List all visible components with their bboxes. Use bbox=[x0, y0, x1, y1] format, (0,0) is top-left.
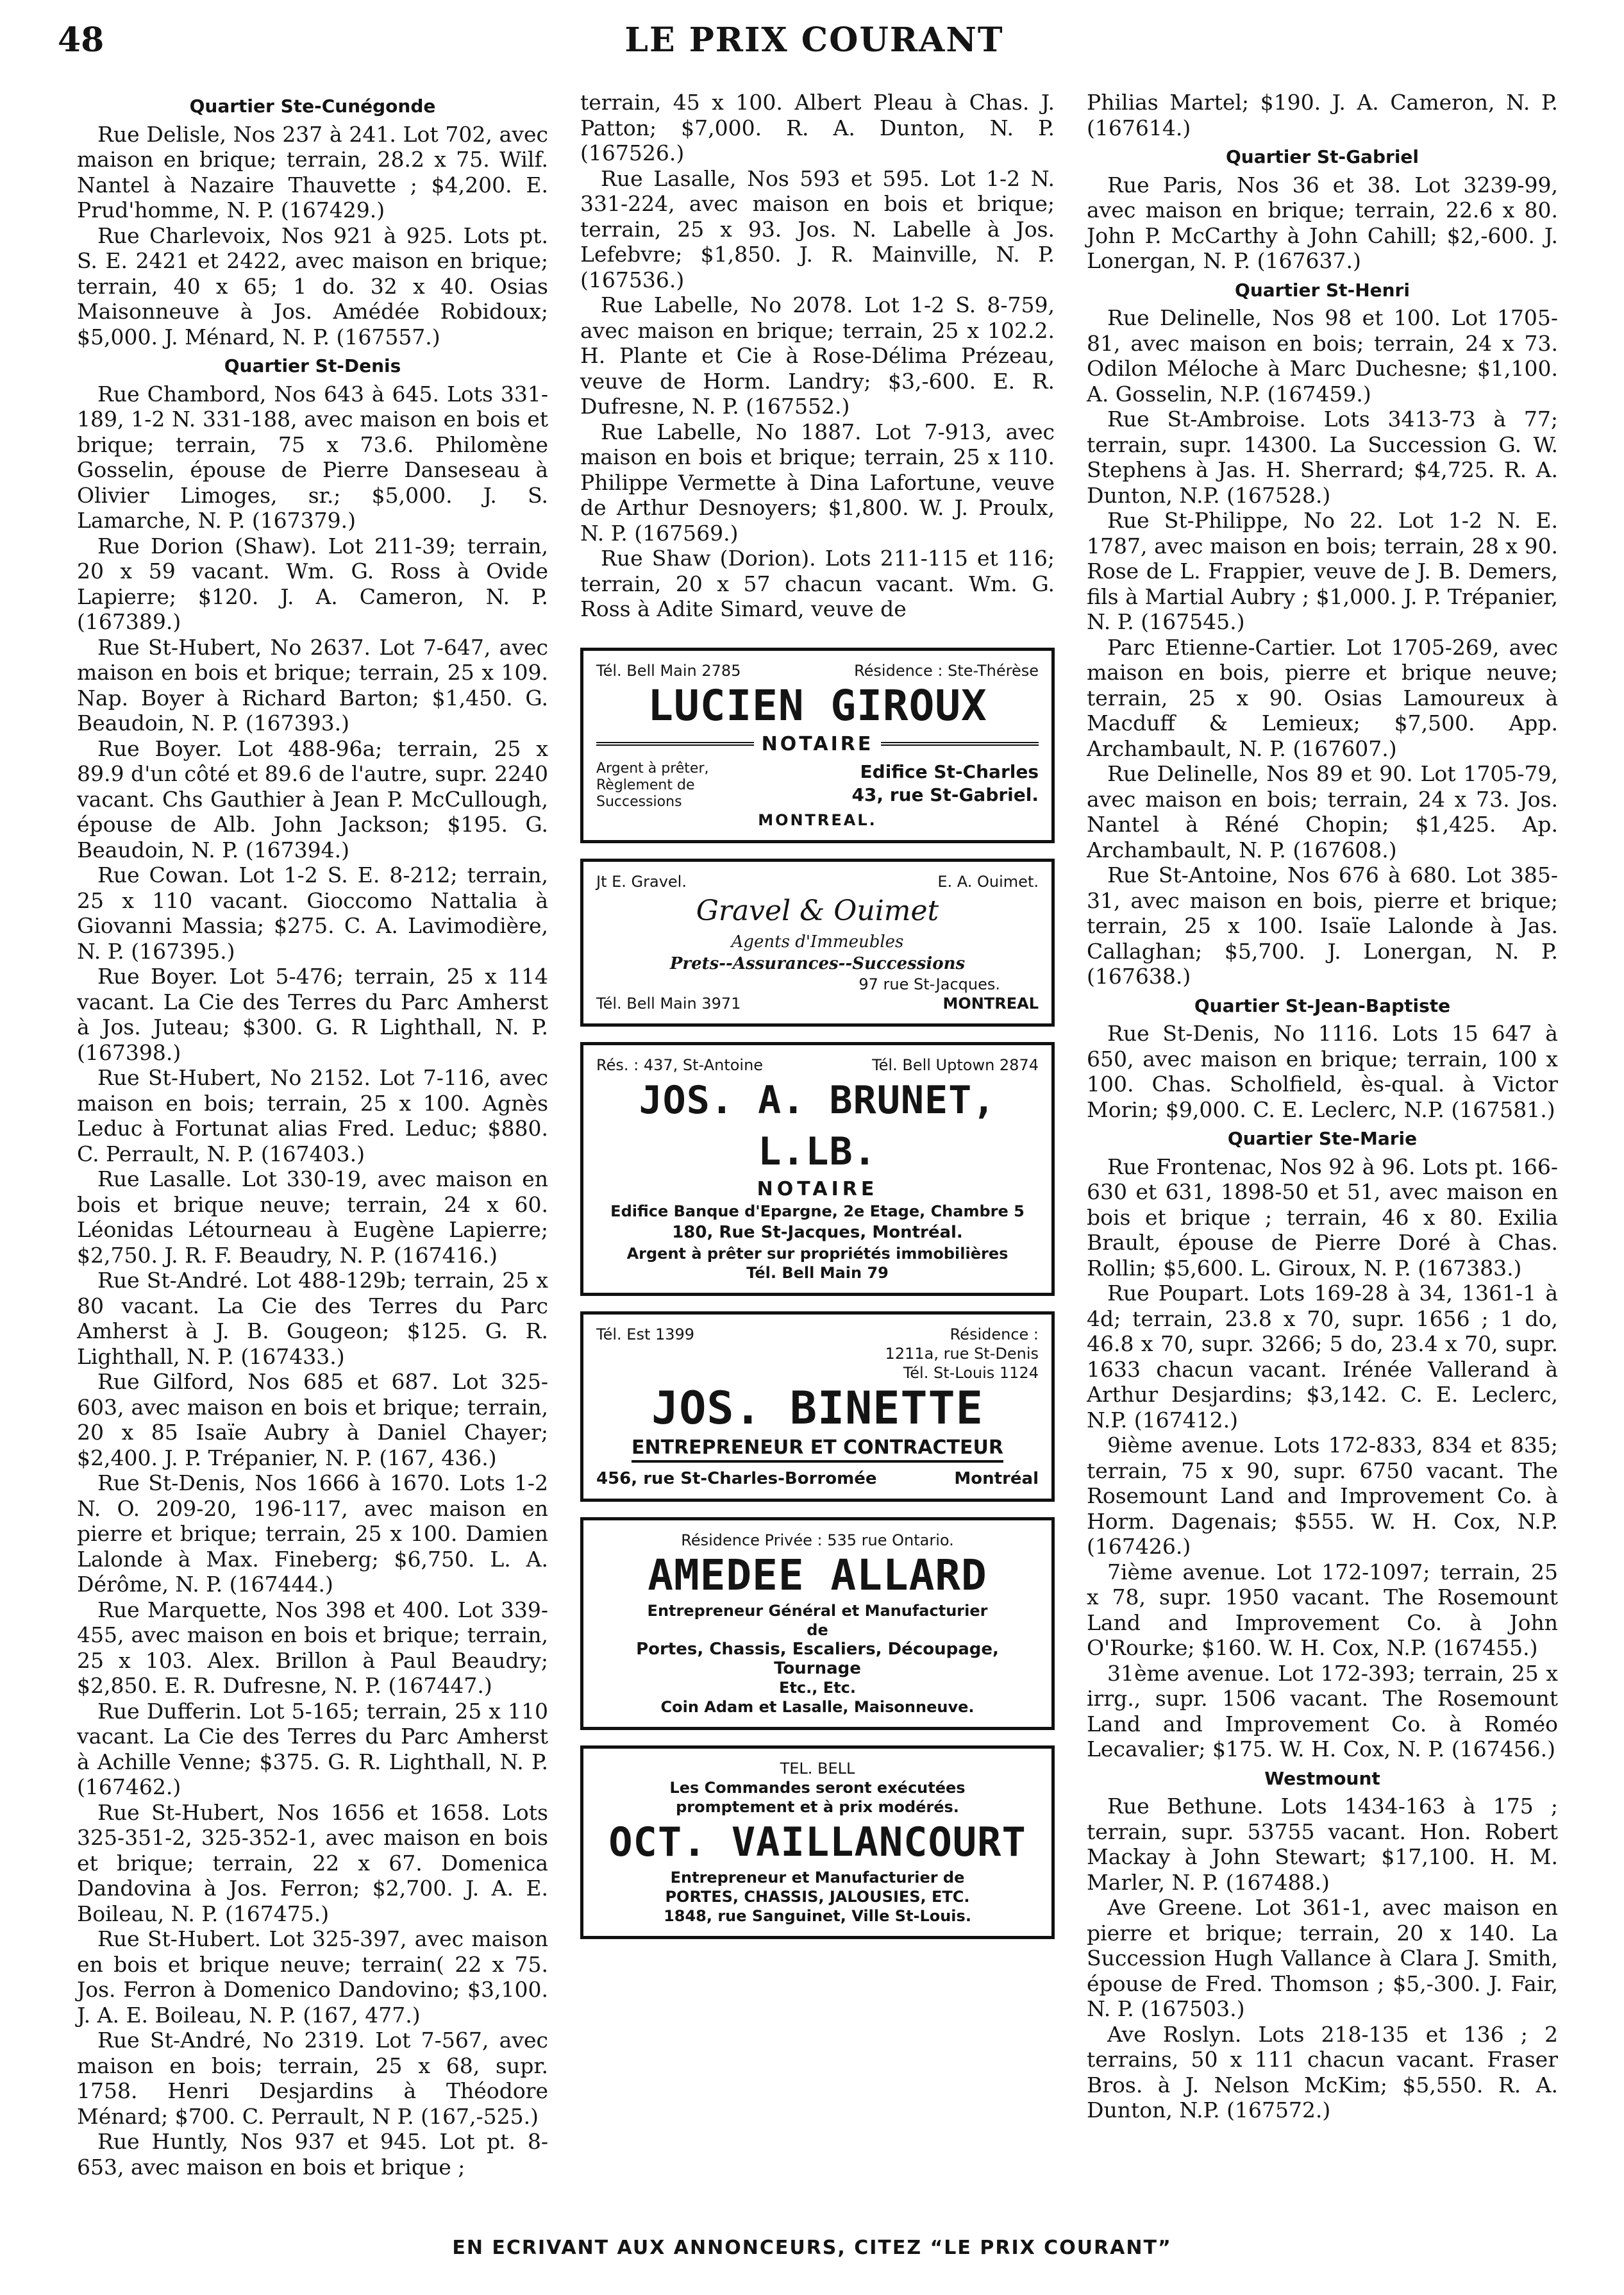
transaction-entry: Philias Martel; $190. J. A. Cameron, N. P. (167614.) bbox=[1087, 90, 1558, 140]
transaction-entry: Rue Cowan. Lot 1-2 S. E. 8-212; terrain, 25 x 110 vacant. Gioccomo Nattalia à Giovanni Massia; $275. C. A. Lavimodière, N. P. (167395.) bbox=[77, 862, 548, 964]
transaction-entry: Rue St-Denis, Nos 1666 à 1670. Lots 1-2 N. O. 209-20, 196-117, avec maison en pierre et brique; terrain, 25 x 100. Damien Lalonde à Max. Fineberg; $6,750. L. A. Dérôme, N. P. (167444.) bbox=[77, 1470, 548, 1597]
ad-gravel-tel: Tél. Bell Main 3971 bbox=[596, 995, 741, 1013]
column-1 bbox=[77, 90, 548, 2180]
page-header bbox=[58, 18, 1571, 69]
transaction-entry: Rue Labelle, No 2078. Lot 1-2 S. 8-759, avec maison en brique; terrain, 25 x 102.2. H. Plante et Cie à Rose-Délima Prézeau, veuve de Horm. Landry; $3,-600. E. R. Dufresne, N. P. (167552.) bbox=[580, 292, 1055, 419]
running-title: LE PRIX COURANT bbox=[624, 21, 1004, 60]
column-2 bbox=[580, 90, 1055, 1939]
ad-allard-line4: Etc., Etc. bbox=[779, 1679, 856, 1697]
transaction-entry: Rue Charlevoix, Nos 921 à 925. Lots pt. S. E. 2421 et 2422, avec maison en brique; terrain, 40 x 65; 1 do. 32 x 40. Osias Maisonneuve à Jos. Amédée Robidoux; $5,000. J. Ménard, N. P. (167557.) bbox=[77, 223, 548, 349]
transaction-entry: Rue St-Hubert. Lot 325-397, avec maison en bois et brique neuve; terrain( 22 x 75. Jos. Ferron à Domenico Dandovino; $3,100. J. A. E. Boileau, N. P. (167, 477.) bbox=[77, 1926, 548, 2028]
ad-amedee-allard bbox=[580, 1517, 1055, 1730]
ad-gravel-left: Jt E. Gravel. bbox=[596, 873, 687, 891]
ad-vaillancourt-name: OCT. VAILLANCOURT bbox=[608, 1819, 1026, 1865]
ad-giroux-tel: Tél. Bell Main 2785 bbox=[596, 661, 741, 680]
transaction-entry: Rue Frontenac, Nos 92 à 96. Lots pt. 166-630 et 631, 1898-50 et 51, avec maison en bois et brique ; terrain, 46 x 80. Exilia Brault, épouse de Pierre Doré à Chas. Rollin; $5,600. L. Giroux, N. P. (167383.) bbox=[1087, 1154, 1558, 1281]
transaction-entry: Rue St-Philippe, No 22. Lot 1-2 N. E. 1787, avec maison en bois; terrain, 28 x 90. Rose de L. Frappier, veuve de J. B. Demers, fils à Martial Aubry ; $1,000. J. P. Trépanier, N. P. (167545.) bbox=[1087, 508, 1558, 634]
section-heading: Quartier St-Gabriel bbox=[1225, 146, 1419, 167]
ad-giroux-building: Edifice St-Charles bbox=[860, 761, 1039, 782]
ad-giroux-line2: Règlement de bbox=[596, 777, 695, 793]
ad-jos-binette bbox=[580, 1311, 1055, 1502]
column-3 bbox=[1087, 90, 1558, 2123]
section-heading: Quartier St-Jean-Baptiste bbox=[1194, 995, 1451, 1016]
section-heading: Westmount bbox=[1264, 1767, 1380, 1789]
ad-oct-vaillancourt bbox=[580, 1745, 1055, 1939]
ad-jos-brunet bbox=[580, 1042, 1055, 1296]
ad-binette-profession: ENTREPRENEUR ET CONTRACTEUR bbox=[632, 1436, 1003, 1463]
ad-brunet-profession: NOTAIRE bbox=[757, 1178, 878, 1200]
ad-binette-res3: Tél. St-Louis 1124 bbox=[903, 1364, 1039, 1382]
transaction-entry: Rue St-Hubert, No 2637. Lot 7-647, avec maison en bois et brique; terrain, 25 x 109. Nap. Boyer à Richard Barton; $1,450. G. Beaudoin, N. P. (167393.) bbox=[77, 634, 548, 736]
page-footer: EN ECRIVANT AUX ANNONCEURS, CITEZ “LE PRIX COURANT” bbox=[452, 2237, 1172, 2259]
transaction-entry: Rue Delisle, Nos 237 à 241. Lot 702, avec maison en brique; terrain, 28.2 x 75. Wilf. Nantel à Nazaire Thauvette ; $4,200. E. Prud'homme, N. P. (167429.) bbox=[77, 121, 548, 223]
ad-binette-name: JOS. BINETTE bbox=[651, 1382, 984, 1434]
transaction-entry: Rue St-Ambroise. Lots 3413-73 à 77; terrain, supr. 14300. La Succession G. W. Stephens à Jas. H. Sherrard; $4,725. R. A. Dunton, N.P. (167528.) bbox=[1087, 407, 1558, 508]
section-heading: Quartier Ste-Marie bbox=[1227, 1128, 1418, 1149]
ad-giroux-address: 43, rue St-Gabriel. bbox=[851, 784, 1039, 805]
transaction-entry: Rue Chambord, Nos 643 à 645. Lots 331-189, 1-2 N. 331-188, avec maison en bois et brique; terrain, 75 x 73.6. Philomène Gosselin, épouse de Pierre Danseseau à Olivier Limoges, sr.; $5,000. J. S. Lamarche, N. P. (167379.) bbox=[77, 381, 548, 533]
page-number: 48 bbox=[58, 21, 105, 60]
ad-allard-address: Coin Adam et Lasalle, Maisonneuve. bbox=[660, 1698, 975, 1716]
transaction-entry: Rue Delinelle, Nos 98 et 100. Lot 1705-81, avec maison en bois; terrain, 24 x 73. Odilon Méloche à Marc Duchesne; $1,100. A. Gosselin, N.P. (167459.) bbox=[1087, 305, 1558, 407]
ad-vaillancourt-line2: promptement et à prix modérés. bbox=[676, 1798, 959, 1816]
ad-binette-res1: Résidence : bbox=[950, 1325, 1039, 1343]
ad-gravel-address: 97 rue St-Jacques. bbox=[858, 975, 1000, 993]
transaction-entry: Rue Dorion (Shaw). Lot 211-39; terrain, 20 x 59 vacant. Wm. G. Ross à Ovide Lapierre; $120. J. A. Cameron, N. P. (167389.) bbox=[77, 533, 548, 634]
transaction-entry: Rue Lasalle. Lot 330-19, avec maison en bois et brique neuve; terrain, 24 x 60. Léonidas Létourneau à Eugène Lapierre; $2,750. J. R. F. Beaudry, N. P. (167416.) bbox=[77, 1166, 548, 1268]
section-heading: Quartier St-Henri bbox=[1235, 279, 1410, 301]
transaction-entry: Parc Etienne-Cartier. Lot 1705-269, avec maison en bois, pierre et brique neuve; terrain, 25 x 90. Osias Lamoureux à Macduff & Lemieux; $7,500. App. Archambault, N. P. (167607.) bbox=[1087, 634, 1558, 761]
transaction-entry: Rue Shaw (Dorion). Lots 211-115 et 116; terrain, 20 x 57 chacun vacant. Wm. G. Ross à Adite Simard, veuve de bbox=[580, 546, 1055, 621]
ad-binette-res2: 1211a, rue St-Denis bbox=[885, 1345, 1039, 1363]
ad-lucien-giroux bbox=[580, 648, 1055, 844]
transaction-entry: Rue St-André. Lot 488-129b; terrain, 25 x 80 vacant. La Cie des Terres du Parc Amherst à J. B. Gougeon; $125. G. R. Lighthall, N. P. (167433.) bbox=[77, 1268, 548, 1369]
column-2-text bbox=[580, 90, 1055, 622]
transaction-entry: Rue Boyer. Lot 5-476; terrain, 25 x 114 vacant. La Cie des Terres du Parc Amherst à Jos. Juteau; $300. G. R Lighthall, N. P. (167398.) bbox=[77, 964, 548, 1065]
ad-brunet-res: Rés. : 437, St-Antoine bbox=[596, 1056, 764, 1074]
transaction-entry: Rue St-Antoine, Nos 676 à 680. Lot 385-31, avec maison en bois, pierre et brique; terrain, 25 x 100. Isaïe Lalonde à Jas. Callaghan; $5,700. J. Lonergan, N. P. (167638.) bbox=[1087, 862, 1558, 989]
transaction-entry: terrain, 45 x 100. Albert Pleau à Chas. J. Patton; $7,000. R. A. Dunton, N. P. (167526.) bbox=[580, 90, 1055, 165]
ad-giroux-residence: Résidence : Ste-Thérèse bbox=[854, 661, 1039, 680]
ad-brunet-name: JOS. A. BRUNET, L.LB. bbox=[639, 1078, 996, 1174]
transaction-entry: Rue Gilford, Nos 685 et 687. Lot 325-603, avec maison en bois et brique; terrain, 20 x 85 Isaïe Aubry à Daniel Chayer; $2,400. J. P. Trépanier, N. P. (167, 436.) bbox=[77, 1369, 548, 1470]
transaction-entry: 7ième avenue. Lot 172-1097; terrain, 25 x 78, supr. 1950 vacant. The Rosemount Land and Improvement Co. à John O'Rourke; $160. W. H. Cox, N.P. (167455.) bbox=[1087, 1559, 1558, 1660]
transaction-entry: Rue Lasalle, Nos 593 et 595. Lot 1-2 N. 331-224, avec maison en bois et brique; terrain, 25 x 93. Jos. N. Labelle à Jos. Lefebvre; $1,850. J. R. Mainville, N. P. (167536.) bbox=[580, 165, 1055, 292]
transaction-entry: Rue Bethune. Lots 1434-163 à 175 ; terrain, supr. 53755 vacant. Hon. Robert Mackay à John Stewart; $17,100. H. M. Marler, N. P. (167488.) bbox=[1087, 1794, 1558, 1895]
ad-binette-address: 456, rue St-Charles-Borromée bbox=[596, 1469, 877, 1488]
transaction-entry: Rue Labelle, No 1887. Lot 7-913, avec maison en bois et brique; terrain, 25 x 110. Philippe Vermette à Dina Lafortune, veuve de Arthur Desnoyers; $1,800. W. J. Proulx, N. P. (167569.) bbox=[580, 419, 1055, 546]
transaction-entry: Rue St-Hubert, Nos 1656 et 1658. Lots 325-351-2, 325-352-1, avec maison en bois et brique; terrain, 22 x 67. Domenica Dandovina à Jos. Ferron; $2,700. J. A. E. Boileau, N. P. (167475.) bbox=[77, 1799, 548, 1926]
ad-vaillancourt-line4: PORTES, CHASSIS, JALOUSIES, ETC. bbox=[665, 1888, 970, 1906]
ad-brunet-tel: Tél. Bell Uptown 2874 bbox=[872, 1056, 1039, 1074]
ad-giroux-name: LUCIEN GIROUX bbox=[648, 680, 987, 730]
section-heading: Quartier Ste-Cunégonde bbox=[189, 96, 436, 117]
transaction-entry: Rue Marquette, Nos 398 et 400. Lot 339-455, avec maison en bois et brique; terrain, 25 x 103. Alex. Brillon à Paul Beaudry; $2,850. E. R. Dufresne, N. P. (167447.) bbox=[77, 1597, 548, 1698]
ad-allard-line1: Entrepreneur Général et Manufacturier bbox=[647, 1602, 988, 1620]
ad-giroux-line1: Argent à prêter, bbox=[596, 761, 709, 777]
transaction-entry: Rue St-Hubert, No 2152. Lot 7-116, avec maison en bois; terrain, 25 x 100. Agnès Leduc à Fortunat alias Fred. Leduc; $880. C. Perrault, N. P. (167403.) bbox=[77, 1065, 548, 1166]
ad-gravel-ouimet bbox=[580, 859, 1055, 1027]
transaction-entry: Rue Boyer. Lot 488-96a; terrain, 25 x 89.9 d'un côté et 89.6 de l'autre, supr. 2240 vacant. Chs Gauthier à Jean P. McCullough, épouse de Alb. John Jackson; $195. G. Beaudoin, N. P. (167394.) bbox=[77, 736, 548, 862]
ad-gravel-line2: Prets--Assurances--Successions bbox=[669, 954, 966, 973]
transaction-entry: 31ème avenue. Lot 172-393; terrain, 25 x irrg., supr. 1506 vacant. The Rosemount Land and Improvement Co. à Roméo Lecavalier; $175. W. H. Cox, N. P. (167456.) bbox=[1087, 1660, 1558, 1761]
ad-allard-line2: de bbox=[807, 1621, 828, 1639]
ad-giroux-line3: Successions bbox=[596, 794, 682, 810]
transaction-entry: Rue St-Denis, No 1116. Lots 15 647 à 650, avec maison en brique; terrain, 100 x 100. Chas. Scholfield, ès-qual. à Victor Morin; $9,000. C. E. Leclerc, N.P. (167581.) bbox=[1087, 1021, 1558, 1122]
transaction-entry: Ave Roslyn. Lots 218-135 et 136 ; 2 terrains, 50 x 111 chacun vacant. Fraser Bros. à J. Nelson McKim; $5,550. R. A. Dunton, N.P. (167572.) bbox=[1087, 2021, 1558, 2123]
section-heading: Quartier St-Denis bbox=[224, 355, 401, 376]
ad-gravel-right: E. A. Ouimet. bbox=[937, 873, 1039, 891]
ad-gravel-city: MONTREAL bbox=[942, 995, 1039, 1013]
transaction-entry: Rue Paris, Nos 36 et 38. Lot 3239-99, avec maison en brique; terrain, 22.6 x 80. John P. McCarthy à John Cahill; $2,-600. J. Lonergan, N. P. (167637.) bbox=[1087, 172, 1558, 273]
ad-brunet-line2: 180, Rue St-Jacques, Montréal. bbox=[672, 1223, 963, 1242]
transaction-entry: Rue Huntly, Nos 937 et 945. Lot pt. 8-653, avec maison en bois et brique ; bbox=[77, 2129, 548, 2180]
ad-brunet-line3: Argent à prêter sur propriétés immobilières bbox=[626, 1245, 1009, 1263]
ad-giroux-city: MONTREAL. bbox=[758, 811, 877, 829]
ad-binette-city: Montréal bbox=[954, 1469, 1039, 1488]
ad-vaillancourt-line3: Entrepreneur et Manufacturier de bbox=[670, 1869, 965, 1887]
ad-allard-name: AMEDEE ALLARD bbox=[648, 1551, 987, 1600]
ad-allard-residence: Résidence Privée : 535 rue Ontario. bbox=[681, 1531, 954, 1549]
transaction-entry: Rue Dufferin. Lot 5-165; terrain, 25 x 110 vacant. La Cie des Terres du Parc Amherst à Achille Venne; $375. G. R. Lighthall, N. P. (167462.) bbox=[77, 1698, 548, 1799]
transaction-entry: Rue Poupart. Lots 169-28 à 34, 1361-1 à 4d; terrain, 23.8 x 70, supr. 1656 ; 1 do, 46.8 x 70, supr. 3266; 5 do, 23.4 x 70, supr. 1633 chacun vacant. Irénée Vallerand à Arthur Desjardins; $3,142. C. E. Leclerc, N.P. (167412.) bbox=[1087, 1281, 1558, 1433]
ad-vaillancourt-tel: TEL. BELL bbox=[780, 1760, 855, 1778]
ad-gravel-line1: Agents d'Immeubles bbox=[731, 932, 904, 952]
ad-vaillancourt-address: 1848, rue Sanguinet, Ville St-Louis. bbox=[664, 1907, 971, 1925]
transaction-entry: 9ième avenue. Lots 172-833, 834 et 835; terrain, 75 x 90, supr. 6750 vacant. The Rosemount Land and Improvement Co. à Horm. Dagenais; $555. W. H. Cox, N.P. (167426.) bbox=[1087, 1433, 1558, 1559]
ad-gravel-name: Gravel & Ouimet bbox=[696, 895, 939, 927]
transaction-entry: Ave Greene. Lot 361-1, avec maison en pierre et brique; terrain, 20 x 140. La Succession Hugh Vallance à Clara J. Smith, épouse de Fred. Thomson ; $5,-300. J. Fair, N. P. (167503.) bbox=[1087, 1895, 1558, 2021]
ad-brunet-line1: Edifice Banque d'Epargne, 2e Etage, Chambre 5 bbox=[610, 1202, 1025, 1220]
ad-vaillancourt-line1: Les Commandes seront exécutées bbox=[669, 1779, 966, 1797]
ad-giroux-profession: NOTAIRE bbox=[596, 732, 1039, 757]
ad-binette-tel: Tél. Est 1399 bbox=[596, 1325, 695, 1343]
ad-brunet-line4: Tél. Bell Main 79 bbox=[746, 1264, 889, 1282]
transaction-entry: Rue Delinelle, Nos 89 et 90. Lot 1705-79, avec maison en bois; terrain, 24 x 73. Jos. Nantel à Réné Chopin; $1,425. Ap. Archambault, N. P. (167608.) bbox=[1087, 761, 1558, 862]
ad-allard-line3: Portes, Chassis, Escaliers, Découpage, Tournage bbox=[636, 1640, 999, 1678]
transaction-entry: Rue St-André, No 2319. Lot 7-567, avec maison en bois; terrain, 25 x 68, supr. 1758. Henri Desjardins à Théodore Ménard; $700. C. Perrault, N P. (167,-525.) bbox=[77, 2028, 548, 2129]
